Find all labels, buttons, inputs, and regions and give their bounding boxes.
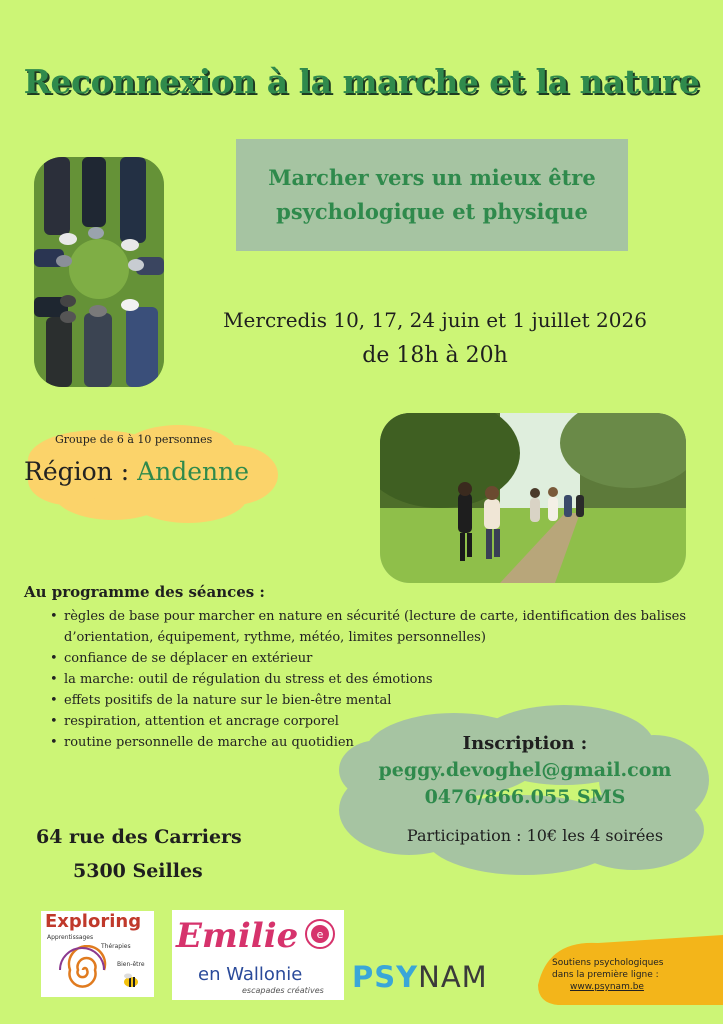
program-item-text: d’orientation, équipement, rythme, météo, limites personnelles): [64, 630, 486, 645]
program-title: Au programme des séances :: [24, 583, 265, 601]
stamp-icon: [304, 918, 336, 950]
exploring-tag-1: Apprentissages: [47, 934, 94, 941]
psynam-logo-part1: PSY: [352, 960, 419, 994]
feet-circle-photo: [34, 157, 164, 387]
emilie-logo-tagline: escapades créatives: [242, 986, 324, 995]
subtitle-box: [236, 139, 628, 251]
program-item: • effets positifs de la nature sur le bien-être mental: [50, 690, 720, 711]
emilie-logo-sub: en Wallonie: [198, 964, 303, 985]
exploring-logo: [41, 911, 154, 997]
walking-group-photo: [380, 413, 686, 583]
contact-email[interactable]: peggy.devoghel@gmail.com: [378, 759, 672, 781]
program-item: • respiration, attention et ancrage corporel: [50, 711, 720, 732]
emilie-logo: [172, 910, 344, 1000]
program-item-continued: [50, 627, 720, 648]
program-item: • règles de base pour marcher en nature en sécurité (lecture de carte, identification des balises: [50, 606, 720, 627]
page-title: Reconnexion à la marche et la nature: [23, 62, 700, 101]
program-item: • confiance de se déplacer en extérieur: [50, 648, 720, 669]
svg-text:e: e: [316, 928, 324, 941]
inscription-title: Inscription :: [462, 733, 588, 754]
psynam-logo: [352, 960, 488, 994]
subtitle-line-1: Marcher vers un mieux être: [268, 165, 596, 190]
group-size: Groupe de 6 à 10 personnes: [55, 433, 213, 446]
exploring-tag-3: Bien-être: [117, 961, 145, 968]
region-label: Région :: [24, 457, 130, 486]
support-note-url[interactable]: www.psynam.be: [570, 982, 644, 992]
psynam-logo-part2: NAM: [418, 960, 488, 994]
support-note-line-2: dans la première ligne :: [552, 970, 659, 980]
support-note-line-1: Soutiens psychologiques: [552, 958, 664, 968]
bee-icon: [121, 973, 141, 989]
emilie-logo-name: Emilie: [176, 916, 299, 956]
event-hours: de 18h à 20h: [362, 343, 508, 368]
program-item: • routine personnelle de marche au quotidien: [50, 732, 720, 753]
event-dates: Mercredis 10, 17, 24 juin et 1 juillet 2026: [223, 308, 647, 332]
address-city: 5300 Seilles: [73, 860, 203, 882]
region-value: Andenne: [137, 457, 250, 486]
contact-phone: 0476/866.055 SMS: [424, 786, 626, 808]
exploring-logo-name: Exploring: [45, 911, 142, 932]
program-item: • la marche: outil de régulation du stress et des émotions: [50, 669, 720, 690]
region: [24, 457, 249, 486]
exploring-tag-2: Thérapies: [101, 943, 131, 950]
address-street: 64 rue des Carriers: [36, 826, 242, 848]
subtitle-line-2: psychologique et physique: [276, 199, 588, 224]
spiral-icon: [55, 945, 115, 995]
support-note: [552, 957, 702, 993]
participation-price: Participation : 10€ les 4 soirées: [406, 826, 664, 845]
